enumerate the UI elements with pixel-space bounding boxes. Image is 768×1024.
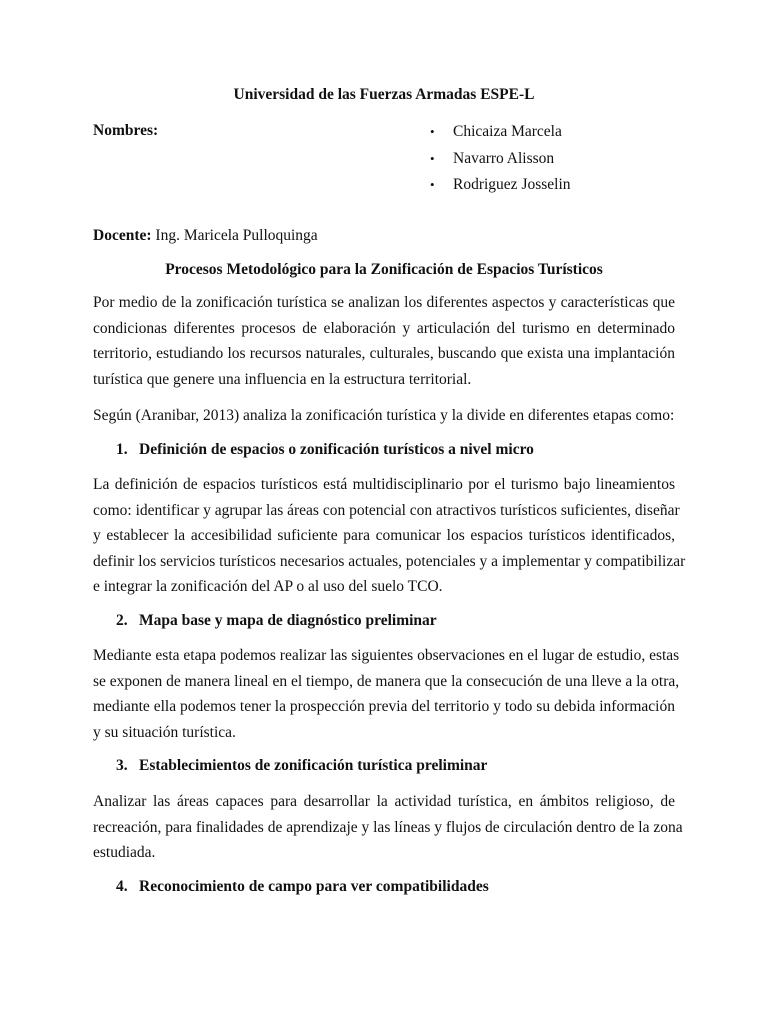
docente-label: Docente: [93,227,152,244]
name-text: Chicaiza Marcela [453,123,562,140]
section-title: Definición de espacios o zonificación turísticos a nivel micro [139,441,534,458]
list-item [430,121,571,148]
paragraph-line: como: identificar y agrupar las áreas con potencial con atractivos turísticos suficientes, diseñar [93,501,680,519]
paragraph-line: La definición de espacios turísticos está multidisciplinario por el turismo bajo lineamientos [93,476,675,493]
section-title: Establecimientos de zonificación turística preliminar [139,757,488,774]
paragraph-line: y establecer la accesibilidad suficiente para comunicar los espacios turísticos identificados, [93,527,675,545]
paragraph-line: Según (Aranibar, 2013) analiza la zonificación turística y la divide en diferentes etapas como: [93,407,675,424]
paragraph-line: territorio, estudiando los recursos naturales, culturales, buscando que exista una implantación [93,345,675,363]
name-text: Navarro Alisson [453,149,555,167]
bullet-icon: • [430,177,435,192]
section-heading-1 [116,441,534,459]
paragraph-line: e integrar la zonificación del AP o al uso del suelo TCO. [93,578,443,596]
document-title: Universidad de las Fuerzas Armadas ESPE-L [233,86,535,103]
paragraph-line: definir los servicios turísticos necesarios actuales, potenciales y a implementar y compatibilizar [93,552,686,570]
section-1-paragraph [93,472,686,600]
section-heading-3 [116,757,487,775]
docente-value: Ing. Maricela Pulloquinga [151,227,318,244]
section-number: 2. [116,612,128,629]
names-list [430,121,571,201]
section-number: 4. [116,878,128,895]
paragraph-line: se exponen de manera lineal en el tiempo, de manera que la consecución de una lleve a la otra, [93,672,680,690]
docente-line [93,227,318,245]
nombres-label: Nombres: [93,122,159,139]
section-title: Reconocimiento de campo para ver compatibilidades [139,878,489,895]
section-heading-2 [116,612,437,630]
paragraph-line: estudiada. [93,844,156,862]
section-heading-4 [116,878,489,896]
section-2-paragraph [93,643,680,745]
list-item [430,148,571,175]
list-item [430,174,571,201]
paragraph-line: Mediante esta etapa podemos realizar las siguientes observaciones en el lugar de estudio, estas [93,647,680,664]
paragraph-line: Por medio de la zonificación turística se analizan los diferentes aspectos y características que [93,294,675,311]
intro-paragraph [93,290,675,392]
document-subtitle: Procesos Metodológico para la Zonificación de Espacios Turísticos [165,261,603,278]
paragraph-line: recreación, para finalidades de aprendizaje y las líneas y flujos de circulación dentro de la zona [93,818,683,836]
name-text: Rodriguez Josselin [453,176,571,193]
paragraph-line: mediante ella podemos tener la prospección previa del territorio y todo su debida información [93,698,675,716]
paragraph-line: Analizar las áreas capaces para desarrollar la actividad turística, en ámbitos religioso, de [93,793,675,810]
bullet-icon: • [430,124,435,139]
bullet-icon: • [430,150,435,166]
paragraph-line: y su situación turística. [93,723,236,741]
paragraph-line: condicionas diferentes procesos de elaboración y articulación del turismo en determinado [93,319,675,337]
section-title: Mapa base y mapa de diagnóstico preliminar [139,612,437,629]
segun-paragraph [93,403,675,429]
section-3-paragraph [93,789,683,866]
paragraph-line: turística que genere una influencia en la estructura territorial. [93,370,472,388]
section-number: 3. [116,757,128,774]
section-number: 1. [116,441,128,458]
